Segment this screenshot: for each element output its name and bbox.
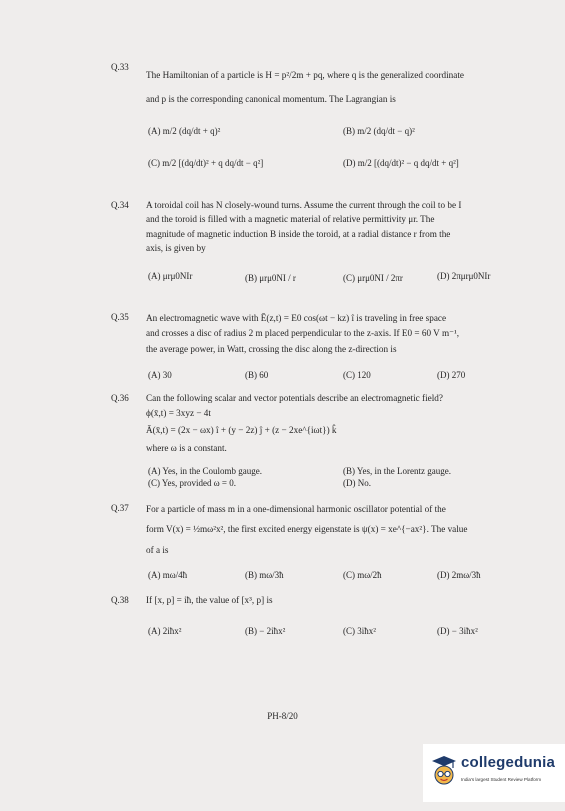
question-text: and p is the corresponding canonical momentum. The Lagrangian is <box>146 94 396 104</box>
question-text: A toroidal coil has N closely-wound turns. Assume the current through the coil to be I <box>146 200 462 210</box>
question-text: and the toroid is filled with a magnetic material of relative permittivity μr. The <box>146 214 435 224</box>
question-text: magnitude of magnetic induction B inside the toroid, at a radial distance r from the <box>146 229 451 239</box>
question-text: axis, is given by <box>146 243 206 253</box>
question-number: Q.37 <box>111 503 129 513</box>
collegedunia-logo <box>423 744 565 802</box>
question-text: An electromagnetic wave with Ē(z,t) = E0 cos(ωt − kz) î is traveling in free space <box>146 313 447 323</box>
option-d: (D) − 3iħx² <box>437 626 478 636</box>
option-a: (A) μrμ0NIr <box>148 271 193 281</box>
option-b: (B) m/2 (dq/dt − q)² <box>343 126 415 136</box>
question-text: Ā(x̄,t) = (2x − ωx) î + (y − 2z) ĵ + (z − 2xe^{iωt}) k̂ <box>146 425 337 435</box>
question-number: Q.38 <box>111 595 129 605</box>
option-a: (A) 30 <box>148 370 172 380</box>
option-c: (C) 3iħx² <box>343 626 376 636</box>
question-number: Q.34 <box>111 200 129 210</box>
option-c: (C) m/2 [(dq/dt)² + q dq/dt − q²] <box>148 158 264 168</box>
question-number: Q.35 <box>111 312 129 322</box>
question-text: For a particle of mass m in a one-dimensional harmonic oscillator potential of the <box>146 504 446 514</box>
question-text: the average power, in Watt, crossing the disc along the z-direction is <box>146 344 397 354</box>
option-c: (C) Yes, provided ω = 0. <box>148 478 237 488</box>
question-text: The Hamiltonian of a particle is H = p²/2m + pq, where q is the generalized coordinate <box>146 70 464 80</box>
option-b: (B) mω/3ħ <box>245 570 284 580</box>
page-footer: PH-8/20 <box>267 711 298 721</box>
option-b: (B) − 2iħx² <box>245 626 286 636</box>
option-d: (D) 270 <box>437 370 466 380</box>
option-c: (C) μrμ0NI / 2πr <box>343 273 403 283</box>
option-b: (B) μrμ0NI / r <box>245 273 296 283</box>
option-d: (D) 2πμrμ0NIr <box>437 271 491 281</box>
question-number: Q.33 <box>111 62 129 72</box>
option-d: (D) m/2 [(dq/dt)² − q dq/dt + q²] <box>343 158 459 168</box>
option-b: (B) Yes, in the Lorentz gauge. <box>343 466 451 476</box>
question-text: and crosses a disc of radius 2 m placed perpendicular to the z-axis. If E0 = 60 V m⁻¹, <box>146 328 459 338</box>
option-c: (C) mω/2ħ <box>343 570 382 580</box>
question-text: where ω is a constant. <box>146 443 227 453</box>
question-text: Can the following scalar and vector potentials describe an electromagnetic field? <box>146 393 443 403</box>
question-text: ϕ(x̄,t) = 3xyz − 4t <box>146 408 211 418</box>
logo-tagline: India's largest Student Review Platform <box>461 777 542 782</box>
option-a: (A) 2iħx² <box>148 626 182 636</box>
option-d: (D) 2mω/3ħ <box>437 570 481 580</box>
option-c: (C) 120 <box>343 370 371 380</box>
option-d: (D) No. <box>343 478 371 488</box>
option-b: (B) 60 <box>245 370 269 380</box>
question-number: Q.36 <box>111 393 129 403</box>
graduate-face-icon <box>431 754 457 786</box>
option-a: (A) Yes, in the Coulomb gauge. <box>148 466 262 476</box>
question-text: If [x, p] = iħ, the value of [x³, p] is <box>146 595 273 605</box>
option-a: (A) m/2 (dq/dt + q)² <box>148 126 221 136</box>
logo-name: collegedunia <box>461 754 556 771</box>
question-text: of a is <box>146 545 169 555</box>
question-text: form V(x) = ½mω²x², the first excited energy eigenstate is ψ(x) = xe^{−ax²}. The value <box>146 524 468 534</box>
option-a: (A) mω/4ħ <box>148 570 188 580</box>
